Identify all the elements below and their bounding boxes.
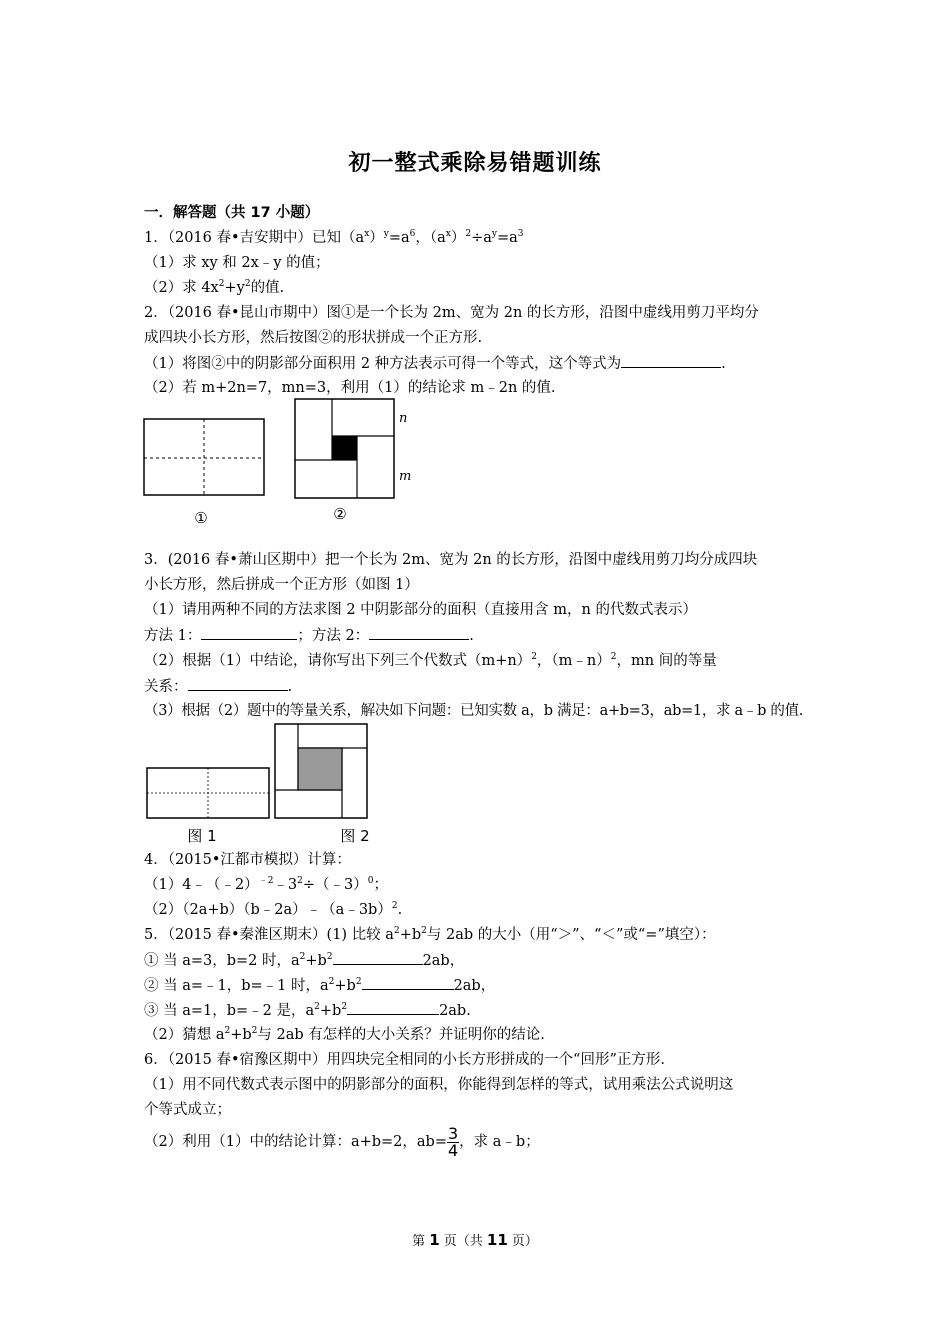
q3-line6: 关系： .	[144, 676, 292, 697]
q2-line1: 2．（2016 春•昆山市期中）图①是一个长为 2m、宽为 2n 的长方形，沿图中虚线用剪刀平均分	[144, 305, 759, 321]
q1-part1: （1）求 xy 和 2x﹣y 的值；	[144, 255, 330, 271]
q3-fig1-label: 图 1	[187, 827, 217, 845]
q5-row3: ③ 当 a=1，b=﹣2 是，$a^2+b^2$ 2ab.	[144, 1002, 471, 1019]
q4-line1: 4．（2015•江都市模拟）计算：	[144, 852, 351, 868]
q3-line7: （3）根据（2）题中的等量关系，解决如下问题：已知实数 a，b 满足：a+b=3，ab=1，求 a﹣b 的值.	[144, 703, 804, 719]
q2-fig1-label: ①	[194, 509, 208, 527]
q3-fig2-label: 图 2	[340, 827, 370, 845]
q6-line3: 个等式成立；	[144, 1102, 231, 1118]
answer-blank[interactable]	[621, 353, 721, 368]
q2-line2: 成四块小长方形，然后按图②的形状拼成一个正方形.	[144, 330, 483, 346]
q2-label-n: n	[399, 411, 408, 426]
q6-line1: 6．（2015 春•宿豫区期中）用四块完全相同的小长方形拼成的一个“回形”正方形.	[144, 1052, 665, 1068]
relation-blank[interactable]	[188, 676, 288, 691]
q5-row1: ① 当 a=3，b=2 时，$a^2+b^2$ 2ab，	[144, 952, 465, 969]
q3-line2: 小长方形，然后拼成一个正方形（如图 1）	[144, 577, 419, 593]
q1-part2: （2）求 $4x^2+y^2$的值.	[144, 279, 285, 296]
q2-figure-2	[290, 396, 420, 526]
q3-line3: （1）请用两种不同的方法求图 2 中阴影部分的面积（直接用含 m，n 的代数式表示）	[144, 602, 697, 618]
q2-fig2-label: ②	[333, 505, 347, 523]
q2-line4: （2）若 m+2n=7，mn=3，利用（1）的结论求 m﹣2n 的值.	[144, 380, 556, 396]
q2-line3: （1）将图②中的阴影部分面积用 2 种方法表示可得一个等式，这个等式为 .	[144, 353, 726, 374]
q6-line2: （1）用不同代数式表示图中的阴影部分的面积，你能得到怎样的等式，试用乘法公式说明这	[144, 1077, 734, 1093]
compare-blank-1[interactable]	[333, 950, 423, 965]
fraction-three-quarters: $\frac{3}{4}$	[447, 1123, 459, 1160]
q3-line4: 方法 1： ；方法 2： .	[144, 625, 474, 646]
q2-figure-1	[140, 412, 270, 532]
page-footer: 第 1 页（共 11 页）	[412, 1231, 538, 1249]
q4-line2: $(1)4﹣(﹣2)^{﹣2}﹣3^2\div(﹣3)^0$；	[144, 876, 388, 893]
q5-line5: （2）猜想 $a^2+b^2$与 2ab 有怎样的大小关系？并证明你的结论.	[144, 1026, 545, 1043]
q1-line1: 1．（2016 春•吉安期中）已知$(a^x)^y=a^6$，$(a^x)^2\div a^y=a^3$	[144, 229, 524, 246]
method2-blank[interactable]	[369, 625, 469, 640]
q3-line5: （2）根据（1）中结论，请你写出下列三个代数式$(m+n)^2$，（m﹣n）$^2$，mn 间的等量	[144, 652, 717, 669]
q4-line3: （2）（2a+b）（b﹣2a）﹣（a﹣3b）$^2$.	[144, 901, 403, 918]
compare-blank-2[interactable]	[362, 975, 454, 990]
method1-blank[interactable]	[201, 625, 297, 640]
section-heading: 一．解答题（共 17 小题）	[144, 205, 320, 221]
q5-line1: 5．（2015 春•秦淮区期末）(1) 比较 $a^2+b^2$与 2ab 的大小（用“＞”、“＜”或“=”填空）：	[144, 926, 716, 943]
page-total: 11	[486, 1231, 508, 1249]
q5-row2: ② 当 a=﹣1，b=﹣1 时，$a^2+b^2$ 2ab，	[144, 977, 496, 994]
q6-line4: （2）利用（1）中的结论计算：a+b=2，ab= $\frac{3}{4}$ ，求 a﹣b；	[144, 1123, 540, 1160]
page-title: 初一整式乘除易错题训练	[348, 151, 602, 176]
q3-figure-2	[270, 720, 380, 846]
q3-figure-1	[144, 764, 274, 846]
q2-label-m: m	[399, 469, 412, 484]
page-number: 1	[429, 1231, 440, 1249]
compare-blank-3[interactable]	[347, 1000, 439, 1015]
q3-line1: 3．(2016 春•萧山区期中）把一个长为 2m、宽为 2n 的长方形，沿图中虚线用剪刀均分成四块	[144, 552, 758, 568]
